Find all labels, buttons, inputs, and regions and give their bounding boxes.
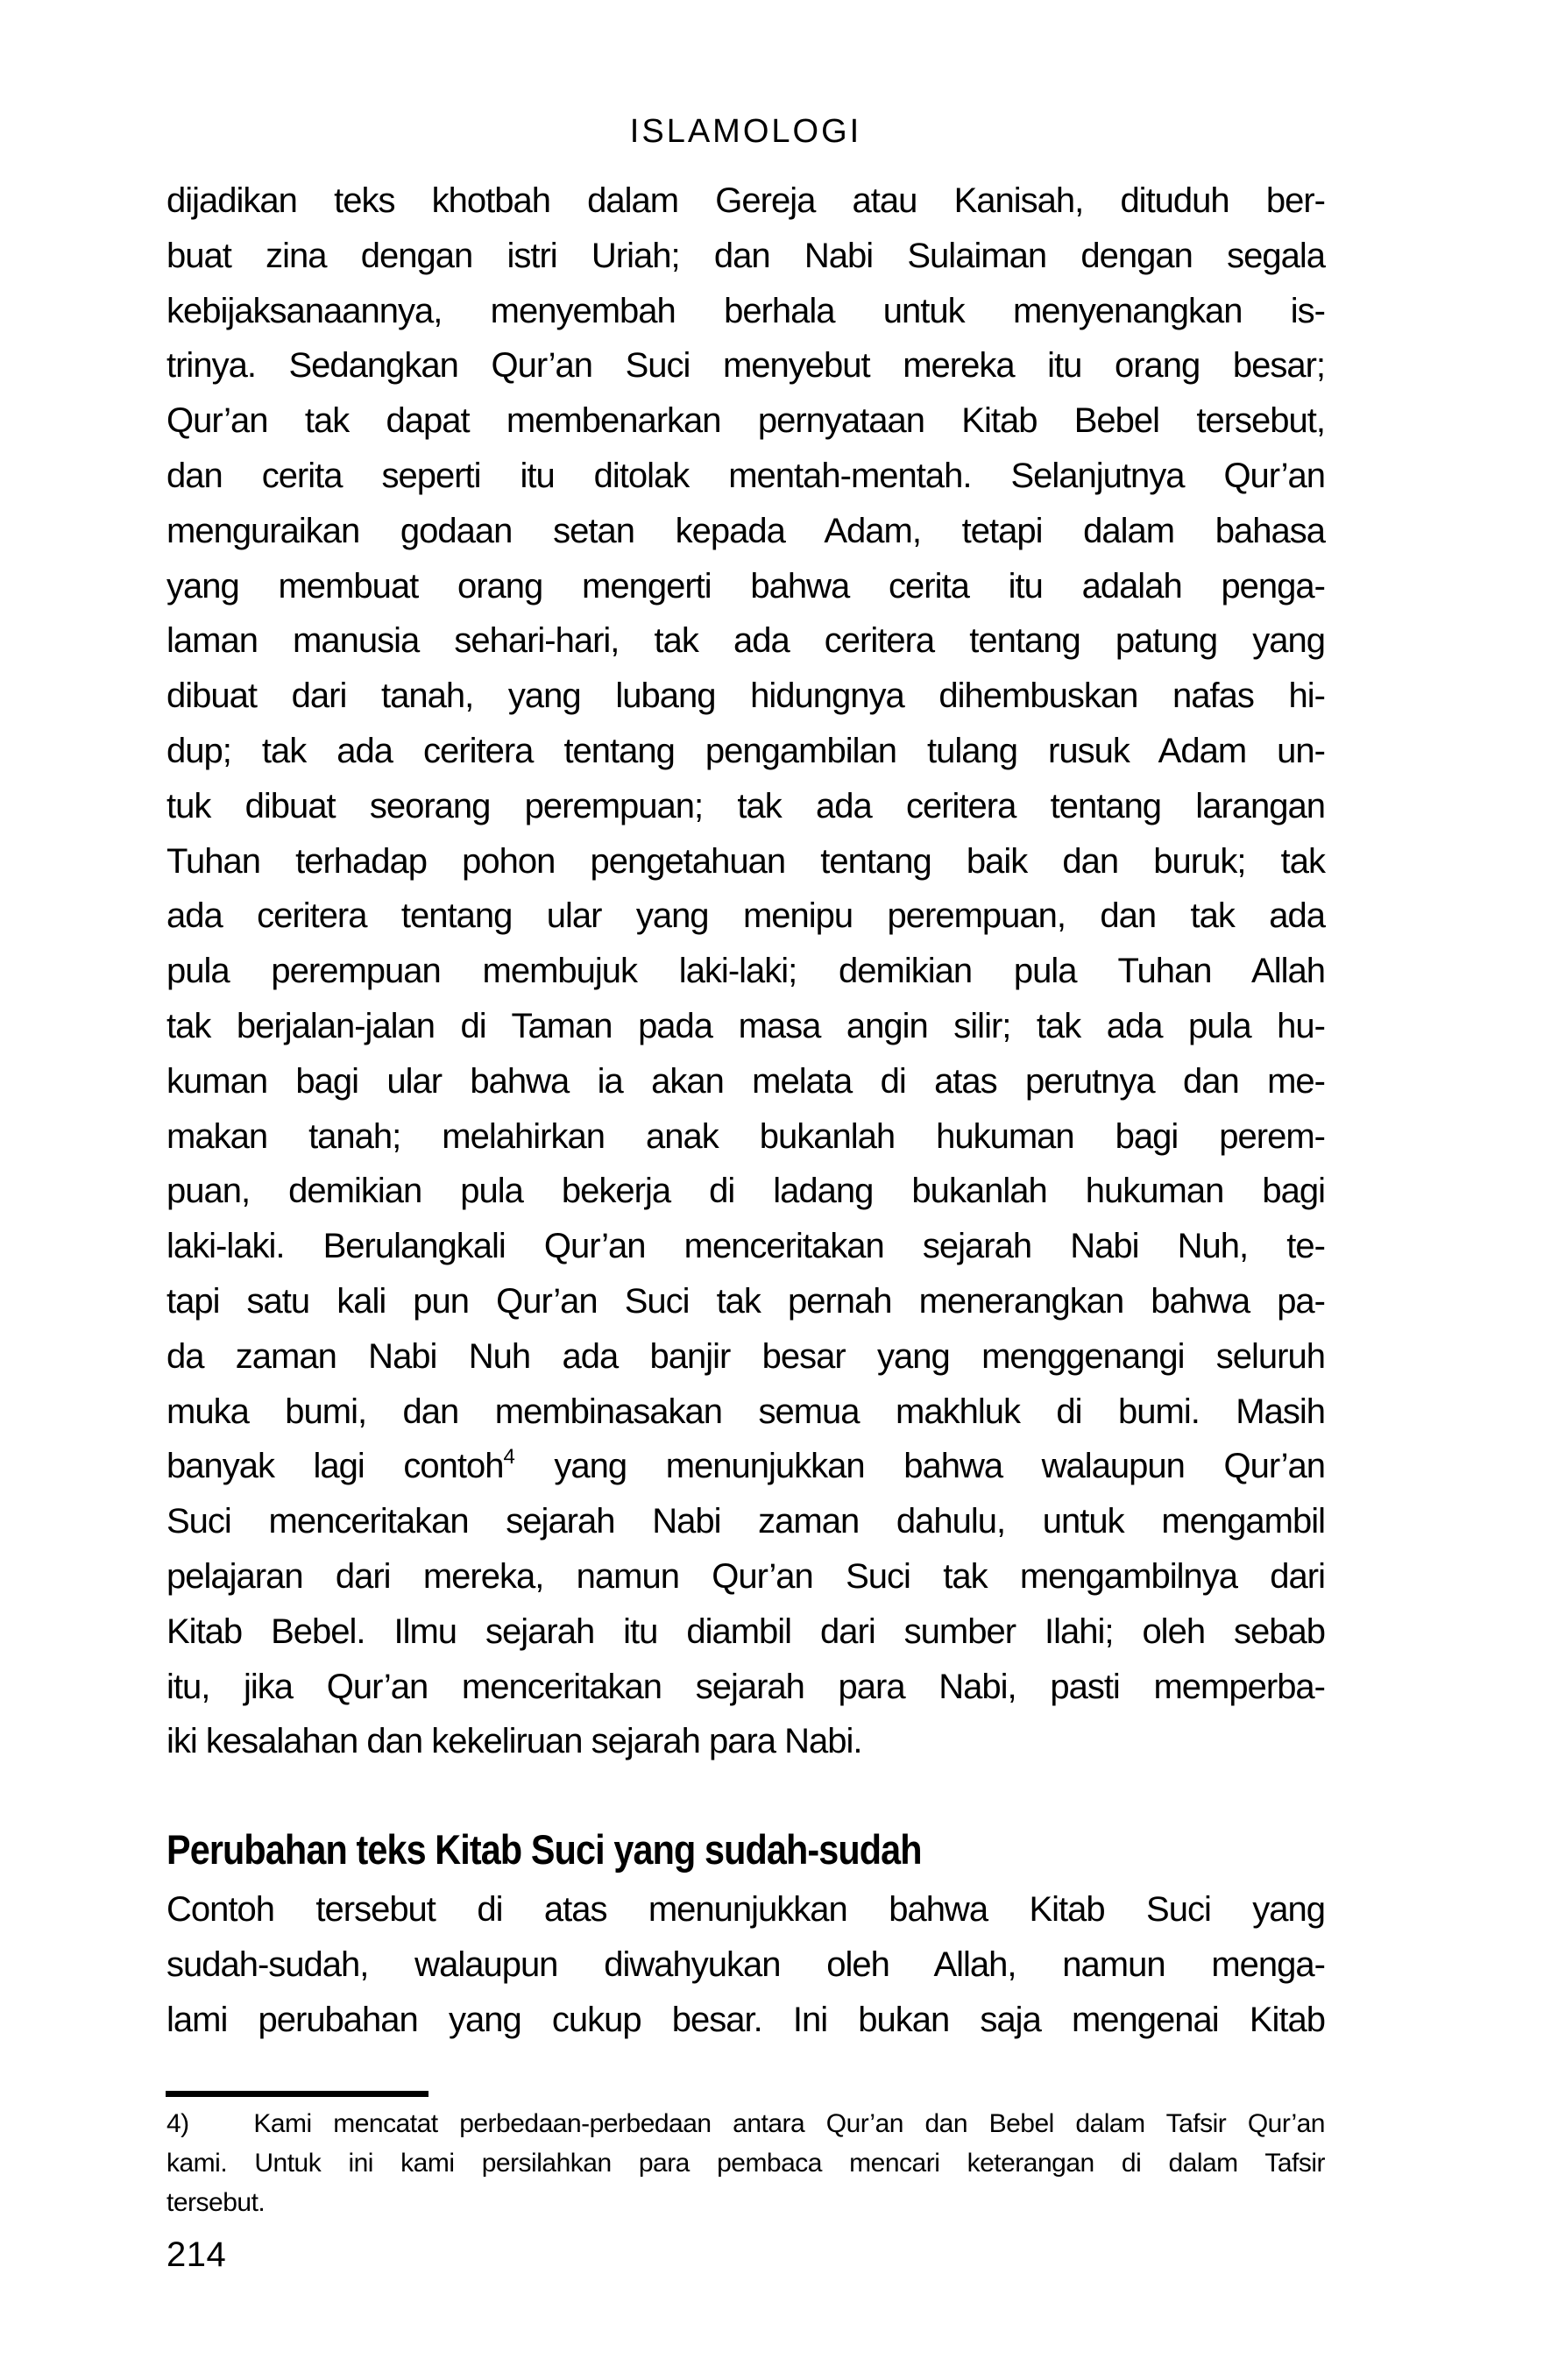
body-line: kuman bagi ular bahwa ia akan melata di atas perutnya dan me-	[166, 1061, 1325, 1101]
body-line: Suci menceritakan sejarah Nabi zaman dahulu, untuk mengambil	[166, 1502, 1325, 1541]
body-line: Contoh tersebut di atas menunjukkan bahwa Kitab Suci yang	[166, 1890, 1325, 1929]
footnote-reference: 4	[503, 1445, 515, 1470]
body-line: itu, jika Qur’an menceritakan sejarah para Nabi, pasti memperba-	[166, 1667, 1325, 1706]
body-line: da zaman Nabi Nuh ada banjir besar yang menggenangi seluruh	[166, 1336, 1325, 1376]
body-line: kebijaksanaannya, menyembah berhala untuk menyenangkan is-	[166, 291, 1325, 330]
body-line: Kitab Bebel. Ilmu sejarah itu diambil dari sumber Ilahi; oleh sebab	[166, 1611, 1325, 1651]
body-line: menguraikan godaan setan kepada Adam, tetapi dalam bahasa	[166, 511, 1325, 550]
page-number: 214	[166, 2235, 227, 2274]
footnote-line: kami. Untuk ini kami persilahkan para pembaca mencari keterangan di dalam Tafsir	[166, 2149, 1325, 2178]
body-line: pelajaran dari mereka, namun Qur’an Suci tak mengambilnya dari	[166, 1556, 1325, 1596]
body-line: dan cerita seperti itu ditolak mentah-mentah. Selanjutnya Qur’an	[166, 456, 1325, 495]
body-line: Tuhan terhadap pohon pengetahuan tentang baik dan buruk; tak	[166, 841, 1325, 881]
body-line: dibuat dari tanah, yang lubang hidungnya dihembuskan nafas hi-	[166, 676, 1325, 716]
paragraph-continuation	[166, 174, 1325, 1769]
body-line: tak berjalan-jalan di Taman pada masa angin silir; tak ada pula hu-	[166, 1006, 1325, 1045]
body-line: pula perempuan membujuk laki-laki; demikian pula Tuhan Allah	[166, 952, 1325, 991]
body-line: puan, demikian pula bekerja di ladang bukanlah hukuman bagi	[166, 1172, 1325, 1211]
body-line: yang membuat orang mengerti bahwa cerita itu adalah penga-	[166, 566, 1325, 606]
footnote	[166, 2104, 1325, 2222]
body-line: Qur’an tak dapat membenarkan pernyataan Kitab Bebel tersebut,	[166, 401, 1325, 441]
body-line: trinya. Sedangkan Qur’an Suci menyebut mereka itu orang besar;	[166, 346, 1325, 386]
running-head-title: ISLAMOLOGI	[629, 113, 862, 150]
body-line: makan tanah; melahirkan anak bukanlah hukuman bagi perem-	[166, 1116, 1325, 1156]
body-line: iki kesalahan dan kekeliruan sejarah para Nabi.	[166, 1722, 862, 1761]
body-line: laki-laki. Berulangkali Qur’an menceritakan sejarah Nabi Nuh, te-	[166, 1227, 1325, 1266]
paragraph	[166, 1882, 1325, 2047]
body-line-text: yang menunjukkan bahwa walaupun Qur’an	[514, 1447, 1325, 1486]
footnote-line: tersebut.	[166, 2188, 266, 2217]
body-line: dijadikan teks khotbah dalam Gereja atau Kanisah, dituduh ber-	[166, 181, 1325, 220]
body-line: ada ceritera tentang ular yang menipu perempuan, dan tak ada	[166, 896, 1325, 936]
section-heading: Perubahan teks Kitab Suci yang sudah-sudah	[166, 1826, 922, 1873]
body-line: sudah-sudah, walaupun diwahyukan oleh Allah, namun menga-	[166, 1944, 1325, 1984]
body-line-text: banyak lagi contoh	[166, 1447, 504, 1486]
body-line: tuk dibuat seorang perempuan; tak ada ceritera tentang larangan	[166, 786, 1325, 825]
body-line: tapi satu kali pun Qur’an Suci tak pernah menerangkan bahwa pa-	[166, 1281, 1325, 1321]
footnote-separator-rule	[166, 2091, 428, 2097]
body-line: lami perubahan yang cukup besar. Ini bukan saja mengenai Kitab	[166, 2000, 1325, 2039]
footnote-line: 4) Kami mencatat perbedaan-perbedaan antara Qur’an dan Bebel dalam Tafsir Qur’an	[166, 2109, 1325, 2138]
body-line: laman manusia sehari-hari, tak ada ceritera tentang patung yang	[166, 621, 1325, 661]
body-line: buat zina dengan istri Uriah; dan Nabi Sulaiman dengan segala	[166, 236, 1325, 275]
body-line: dup; tak ada ceritera tentang pengambilan tulang rusuk Adam un-	[166, 731, 1325, 770]
body-line: muka bumi, dan membinasakan semua makhluk di bumi. Masih	[166, 1392, 1325, 1431]
body-line-with-footnote-ref	[166, 1439, 1325, 1494]
